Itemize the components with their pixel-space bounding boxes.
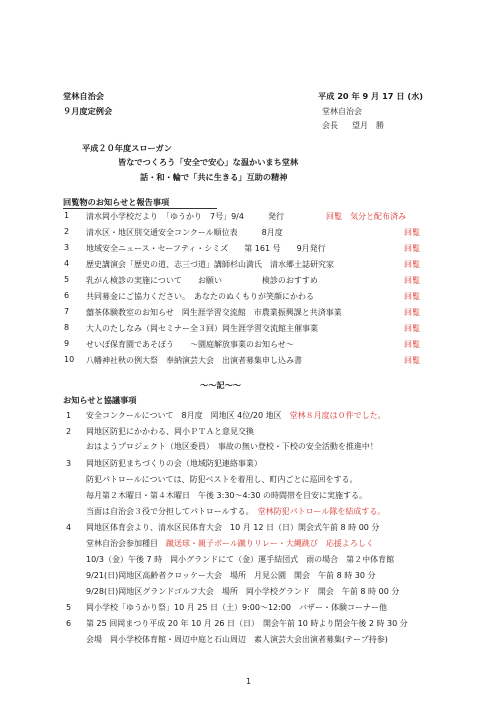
item-text: 囍茶体験教室のお知らせ 岡生涯学習交流館 市農業振興課と共済事業 [86, 308, 342, 317]
item-number: 10 [64, 355, 75, 364]
list-item [64, 323, 434, 338]
agenda-line [86, 490, 367, 502]
agenda-line [86, 586, 399, 598]
item-number: 7 [64, 307, 70, 316]
agenda-line [86, 634, 388, 646]
slogan-title: 平成２０年度スローガン [82, 143, 172, 153]
item-text: 地域安全ニュース・セーフティ・シミズ 第 161 号 9月発行 [86, 244, 326, 253]
item-status: 回覧 [404, 356, 420, 365]
item-text: 共同募金にご協力ください。 あなたのぬくもりが笑顔にかわる [86, 292, 314, 301]
sender-name: 望月 勝 [352, 121, 384, 130]
item-number: 9 [64, 339, 70, 348]
agenda-highlight: 蹴送球・親子ボール蹴りリレー・大縄跳び 応援よろしく [166, 539, 374, 548]
item-status: 回覧 [404, 308, 420, 317]
page-number: 1 [246, 677, 252, 686]
item-status: 回覧 [404, 228, 420, 237]
item-text: 乳がん検診の実施について お願い 検診のおすすめ [86, 276, 318, 285]
agenda-line [86, 458, 262, 470]
agenda-text: 岡地区防犯まちづくりの会（地域防犯連絡事業） [86, 459, 262, 468]
item-text: 大人のたしなみ（岡セミナー全３回）岡生涯学習交流館主催事業 [86, 324, 318, 333]
item-status: 回覧 [404, 260, 420, 269]
agenda-line [86, 570, 376, 582]
list-item [64, 339, 434, 354]
agenda-text: 9/28(日)岡地区グランドゴルフ大会 場所 岡小学校グランド 開会 午前 8 時 00 分 [86, 587, 400, 596]
agenda-line [86, 410, 386, 422]
agenda-text: 岡小学校「ゆうかり祭」10 月 25 日（土）9:00～12:00 バザー・体験コーナー他 [86, 603, 388, 612]
item-text: 八幡神社秋の例大祭 奉納演芸大会 出演者募集申し込み書 [86, 356, 302, 365]
agenda-highlight: 堂林８月度は０件でした。 [289, 411, 386, 420]
meeting-name: ９月度定例会 [63, 106, 113, 116]
list-item [64, 355, 434, 370]
item-number: 5 [66, 603, 72, 612]
item-number: 2 [64, 227, 70, 236]
item-status: 回覧 [404, 276, 420, 285]
item-number: 6 [66, 619, 72, 628]
agenda-text: 9/21(日)岡地区高齢者クロッケー大会 場所 月見公園 開会 午前 8 時 30 分 [86, 571, 376, 580]
agenda-line [86, 618, 408, 630]
sender-org: 堂林自治会 [322, 107, 362, 116]
agenda-highlight: 堂林防犯パトロール隊を結成する。 [257, 507, 386, 516]
list-item [64, 227, 434, 242]
item-text: 清水区・地区別交通安全コンクール順位表 8月度 [86, 228, 283, 237]
item-status: 回覧 [404, 244, 420, 253]
agenda-text: 堂林自治会参加種目 [86, 539, 166, 548]
meeting-date: 平成 20 年 9 月 17 日 (水) [318, 91, 424, 101]
item-status: 回覧 [404, 324, 420, 333]
slogan-line-2: 話・和・輪で「共に生きる」互助の精神 [140, 172, 288, 182]
agenda-text: 岡地区体育会より、清水区民体育大会 10 月 12 日（日）開会式午前 8 時 00 分 [86, 523, 380, 532]
agenda-text: 10/3（金）午後 7 時 岡小グランドにて（金）運手結団式 雨の場合 第２中体育館 [86, 555, 395, 564]
slogan-line-1: 皆なでつくろう「安全で安心」な温かいまち堂林 [118, 157, 299, 167]
item-status: 回覧 [404, 292, 420, 301]
section-divider: ～～記～～ [200, 380, 241, 390]
agenda-text: 第 25 回岡まつり平成 20 年 10 月 26 日（日） 開会午前 10 時より閉会午後 2 時 30 分 [86, 619, 408, 628]
agenda-line [86, 554, 394, 566]
org-name: 堂林自治会 [63, 91, 104, 101]
item-number: 4 [64, 259, 70, 268]
item-number: 1 [66, 411, 72, 420]
agenda-text: 毎月第２木曜日・第４木曜日 午後 3:30～4:30 の時間帯を目安に実施する。 [86, 491, 368, 500]
agenda-line [86, 426, 254, 438]
agenda-line [86, 474, 358, 486]
item-status: 回覧 気分と配布済み [326, 212, 406, 221]
item-text: せいぼ保育園であそぼう ～園庭解放事業のお知らせ～ [86, 340, 294, 349]
agenda-heading: お知らせと協議事項 [63, 395, 137, 405]
agenda-text: 防犯パトロールについては、防犯ベストを着用し、町内ごとに巡回をする。 [86, 475, 358, 484]
agenda-text: おはようプロジェクト（地区委員） 事故の無い登校・下校の安全活動を推進中！ [86, 442, 378, 451]
agenda-text: 会場 岡小学校体育館・周辺中庭と石山周辺 素人演芸大会出演者募集(テープ持参) [86, 635, 388, 644]
circulars-heading: 回覧物のお知らせと報告事項 [63, 197, 170, 207]
list-item [64, 259, 434, 274]
agenda-text: 岡地区防犯にかかわる、岡小ＰＴＡと意見交換 [86, 427, 254, 436]
item-text: 清水岡小学校だより 「ゆうかり 7号」9/4 発行 [86, 212, 284, 221]
list-item [64, 275, 434, 290]
item-number: 3 [66, 459, 72, 468]
item-number: 5 [64, 275, 70, 284]
agenda-line [86, 538, 374, 550]
sender-role: 会長 [322, 121, 338, 130]
item-number: 6 [64, 291, 70, 300]
item-number: 8 [64, 323, 70, 332]
item-number: 4 [66, 523, 72, 532]
list-item [64, 307, 434, 322]
item-status: 回覧 [404, 340, 420, 349]
list-item [64, 243, 434, 258]
list-item [64, 291, 434, 306]
item-number: 1 [64, 211, 70, 220]
agenda-line [86, 441, 378, 453]
agenda-line [86, 506, 385, 518]
circulars-heading-underline [63, 208, 217, 209]
agenda-text: 当面は自治会３役で分担してパトロールする。 [86, 507, 258, 516]
agenda-line [86, 522, 379, 534]
item-number: 3 [64, 243, 70, 252]
agenda-text: 安全コンクールについて 8月度 岡地区 4位/20 地区 [86, 411, 290, 420]
agenda-line [86, 602, 387, 614]
item-text: 歴史講演会「歴史の道、志三づ道」講師杉山満氏 清水郷土誌研究家 [86, 260, 334, 269]
item-number: 2 [66, 427, 72, 436]
